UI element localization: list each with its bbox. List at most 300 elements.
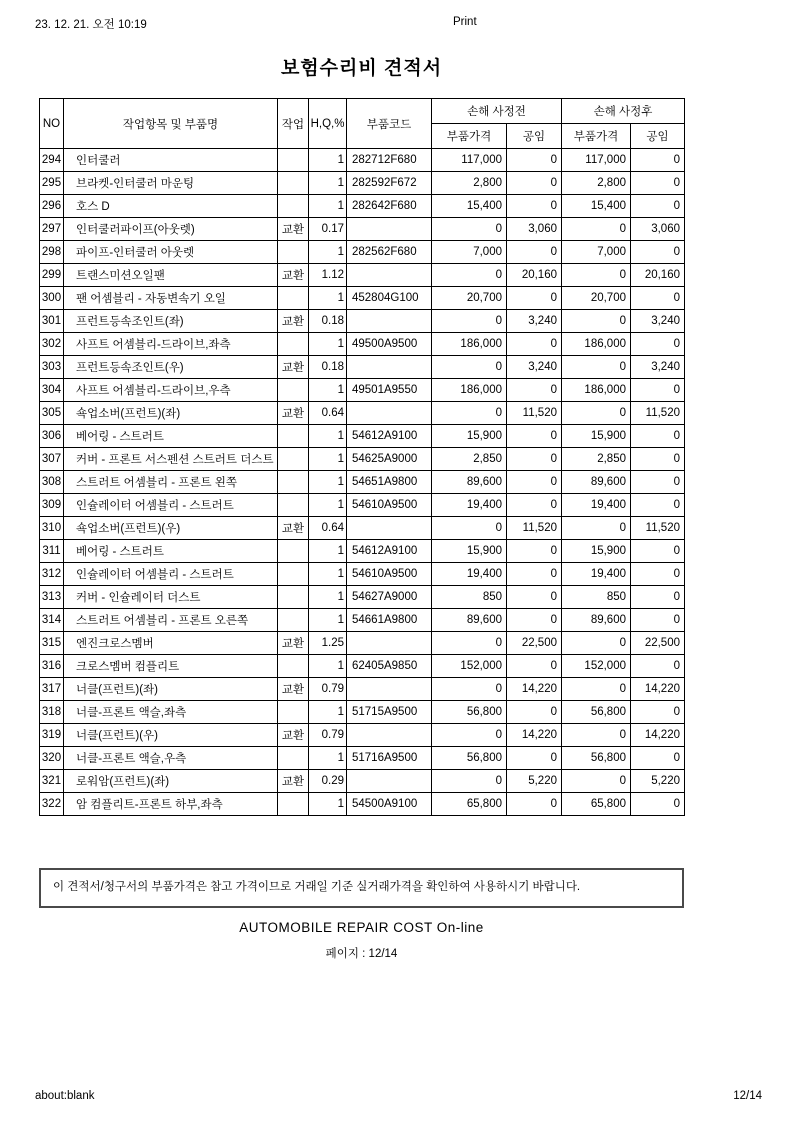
cell-item: 인슐레이터 어셈블리 - 스트러트 — [64, 563, 278, 586]
cell-before_price: 0 — [432, 310, 507, 333]
cell-before_price: 0 — [432, 356, 507, 379]
cell-code: 54661A9800 — [347, 609, 432, 632]
cell-work — [278, 586, 309, 609]
cell-after_price: 15,400 — [562, 195, 631, 218]
table-row — [40, 448, 685, 471]
cell-code: 51716A9500 — [347, 747, 432, 770]
cell-no: 315 — [40, 632, 64, 655]
cell-after_price: 0 — [562, 402, 631, 425]
cell-no: 321 — [40, 770, 64, 793]
table-row — [40, 471, 685, 494]
cell-item: 호스 D — [64, 195, 278, 218]
cell-before_price: 0 — [432, 724, 507, 747]
cell-before_price: 56,800 — [432, 701, 507, 724]
cell-code: 282642F680 — [347, 195, 432, 218]
cell-after_labor: 5,220 — [631, 770, 685, 793]
cell-after_labor: 0 — [631, 425, 685, 448]
cell-no: 303 — [40, 356, 64, 379]
print-header-title: Print — [453, 16, 477, 28]
table-row — [40, 218, 685, 241]
cell-hq: 1 — [309, 241, 347, 264]
cell-before_price: 15,900 — [432, 425, 507, 448]
cell-no: 311 — [40, 540, 64, 563]
cell-before_price: 152,000 — [432, 655, 507, 678]
cell-item: 크로스멤버 컴플리트 — [64, 655, 278, 678]
cell-code: 51715A9500 — [347, 701, 432, 724]
cell-before_labor: 3,060 — [507, 218, 562, 241]
cell-before_price: 186,000 — [432, 379, 507, 402]
print-datetime: 23. 12. 21. 오전 10:19 — [35, 19, 147, 31]
cell-item: 프런트등속조인트(우) — [64, 356, 278, 379]
cell-work: 교환 — [278, 517, 309, 540]
cell-code: 282712F680 — [347, 149, 432, 172]
cell-code — [347, 724, 432, 747]
cell-before_price: 56,800 — [432, 747, 507, 770]
cell-hq: 1 — [309, 609, 347, 632]
header-before-group: 손해 사정전 — [432, 99, 562, 124]
cell-after_price: 186,000 — [562, 333, 631, 356]
cell-before_labor: 0 — [507, 471, 562, 494]
cell-after_price: 65,800 — [562, 793, 631, 816]
cell-item: 프런트등속조인트(좌) — [64, 310, 278, 333]
cell-work — [278, 494, 309, 517]
cell-after_labor: 0 — [631, 793, 685, 816]
cell-before_labor: 0 — [507, 586, 562, 609]
cell-code — [347, 517, 432, 540]
cell-hq: 1 — [309, 287, 347, 310]
cell-before_labor: 3,240 — [507, 310, 562, 333]
cell-item: 너클(프런트)(좌) — [64, 678, 278, 701]
cell-before_price: 850 — [432, 586, 507, 609]
cell-before_price: 117,000 — [432, 149, 507, 172]
table-row — [40, 172, 685, 195]
cell-item: 너클-프론트 액슬,우측 — [64, 747, 278, 770]
cell-no: 296 — [40, 195, 64, 218]
cell-after_labor: 3,060 — [631, 218, 685, 241]
cell-before_labor: 0 — [507, 172, 562, 195]
table-row — [40, 425, 685, 448]
cell-item: 파이프-인터쿨러 아웃렛 — [64, 241, 278, 264]
cell-hq: 1 — [309, 333, 347, 356]
cell-item: 베어링 - 스트러트 — [64, 540, 278, 563]
cell-no: 301 — [40, 310, 64, 333]
cell-after_labor: 0 — [631, 241, 685, 264]
cell-work — [278, 793, 309, 816]
cell-after_price: 15,900 — [562, 540, 631, 563]
header-before-part-price: 부품가격 — [432, 124, 507, 149]
cell-before_labor: 0 — [507, 747, 562, 770]
cell-code — [347, 356, 432, 379]
cell-no: 312 — [40, 563, 64, 586]
table-row — [40, 356, 685, 379]
cell-no: 318 — [40, 701, 64, 724]
cell-after_price: 0 — [562, 310, 631, 333]
cell-before_labor: 0 — [507, 655, 562, 678]
estimate-table-body — [40, 149, 685, 816]
cell-hq: 1.25 — [309, 632, 347, 655]
cell-work: 교환 — [278, 356, 309, 379]
cell-before_labor: 0 — [507, 793, 562, 816]
cell-before_labor: 0 — [507, 333, 562, 356]
cell-hq: 0.29 — [309, 770, 347, 793]
cell-after_price: 0 — [562, 264, 631, 287]
cell-hq: 1 — [309, 425, 347, 448]
cell-before_labor: 14,220 — [507, 724, 562, 747]
brand-line: AUTOMOBILE REPAIR COST On-line — [239, 920, 484, 935]
cell-after_labor: 0 — [631, 333, 685, 356]
table-row — [40, 287, 685, 310]
table-row — [40, 517, 685, 540]
cell-before_price: 0 — [432, 218, 507, 241]
cell-no: 310 — [40, 517, 64, 540]
print-footer-page: 12/14 — [733, 1090, 762, 1102]
cell-work — [278, 195, 309, 218]
cell-hq: 0.79 — [309, 678, 347, 701]
cell-after_price: 0 — [562, 517, 631, 540]
cell-after_price: 56,800 — [562, 701, 631, 724]
cell-item: 팬 어셈블리 - 자동변속기 오일 — [64, 287, 278, 310]
cell-hq: 1 — [309, 471, 347, 494]
cell-after_price: 2,850 — [562, 448, 631, 471]
cell-work — [278, 448, 309, 471]
cell-code: 54651A9800 — [347, 471, 432, 494]
cell-hq: 0.18 — [309, 356, 347, 379]
cell-after_labor: 22,500 — [631, 632, 685, 655]
cell-code: 282562F680 — [347, 241, 432, 264]
header-work: 작업 — [278, 99, 309, 149]
cell-after_price: 89,600 — [562, 609, 631, 632]
cell-no: 305 — [40, 402, 64, 425]
notice-text: 이 견적서/청구서의 부품가격은 참고 가격이므로 거래일 기준 실거래가격을 확인하여 사용하시기 바랍니다. — [53, 881, 581, 893]
cell-before_labor: 0 — [507, 195, 562, 218]
repair-estimate-table — [39, 98, 685, 816]
cell-no: 309 — [40, 494, 64, 517]
cell-code — [347, 770, 432, 793]
cell-no: 314 — [40, 609, 64, 632]
table-row — [40, 333, 685, 356]
cell-before_price: 0 — [432, 264, 507, 287]
cell-before_price: 2,850 — [432, 448, 507, 471]
cell-after_labor: 3,240 — [631, 356, 685, 379]
cell-hq: 1 — [309, 172, 347, 195]
cell-no: 322 — [40, 793, 64, 816]
cell-no: 317 — [40, 678, 64, 701]
cell-before_labor: 0 — [507, 425, 562, 448]
page-title: 보험수리비 견적서 — [280, 58, 443, 79]
cell-before_price: 89,600 — [432, 609, 507, 632]
table-row — [40, 586, 685, 609]
cell-before_labor: 3,240 — [507, 356, 562, 379]
cell-item: 쇽업소버(프런트)(좌) — [64, 402, 278, 425]
table-row — [40, 241, 685, 264]
cell-work — [278, 241, 309, 264]
cell-before_price: 19,400 — [432, 563, 507, 586]
cell-no: 306 — [40, 425, 64, 448]
cell-before_labor: 0 — [507, 540, 562, 563]
cell-after_labor: 0 — [631, 195, 685, 218]
header-after-group: 손해 사정후 — [562, 99, 685, 124]
cell-work — [278, 149, 309, 172]
cell-after_labor: 0 — [631, 287, 685, 310]
cell-hq: 1 — [309, 494, 347, 517]
cell-code: 452804G100 — [347, 287, 432, 310]
cell-before_price: 0 — [432, 517, 507, 540]
table-row — [40, 609, 685, 632]
cell-no: 300 — [40, 287, 64, 310]
cell-after_labor: 0 — [631, 747, 685, 770]
table-row — [40, 402, 685, 425]
cell-work — [278, 333, 309, 356]
notice-box — [39, 868, 684, 908]
cell-hq: 1 — [309, 701, 347, 724]
cell-no: 307 — [40, 448, 64, 471]
cell-after_price: 0 — [562, 770, 631, 793]
cell-code: 54627A9000 — [347, 586, 432, 609]
cell-item: 커버 - 인슐레이터 더스트 — [64, 586, 278, 609]
cell-no: 316 — [40, 655, 64, 678]
cell-after_price: 186,000 — [562, 379, 631, 402]
table-row — [40, 655, 685, 678]
cell-item: 브라켓-인터쿨러 마운팅 — [64, 172, 278, 195]
cell-work — [278, 609, 309, 632]
table-row — [40, 149, 685, 172]
cell-before_price: 186,000 — [432, 333, 507, 356]
cell-code: 49501A9550 — [347, 379, 432, 402]
cell-after_price: 0 — [562, 724, 631, 747]
cell-before_labor: 20,160 — [507, 264, 562, 287]
cell-after_labor: 0 — [631, 149, 685, 172]
print-footer-url: about:blank — [35, 1090, 95, 1102]
cell-item: 암 컴플리트-프론트 하부,좌측 — [64, 793, 278, 816]
cell-code: 54610A9500 — [347, 494, 432, 517]
cell-after_labor: 11,520 — [631, 517, 685, 540]
cell-hq: 1 — [309, 655, 347, 678]
cell-no: 298 — [40, 241, 64, 264]
cell-code — [347, 632, 432, 655]
cell-work: 교환 — [278, 770, 309, 793]
cell-work — [278, 701, 309, 724]
header-no: NO — [40, 99, 64, 149]
header-after-labor: 공임 — [631, 124, 685, 149]
cell-code — [347, 218, 432, 241]
cell-after_price: 7,000 — [562, 241, 631, 264]
table-row — [40, 678, 685, 701]
cell-before_labor: 0 — [507, 149, 562, 172]
table-row — [40, 701, 685, 724]
cell-after_labor: 3,240 — [631, 310, 685, 333]
cell-hq: 1 — [309, 149, 347, 172]
cell-hq: 0.64 — [309, 517, 347, 540]
cell-item: 베어링 - 스트러트 — [64, 425, 278, 448]
cell-hq: 0.79 — [309, 724, 347, 747]
header-before-labor: 공임 — [507, 124, 562, 149]
cell-hq: 1.12 — [309, 264, 347, 287]
cell-no: 299 — [40, 264, 64, 287]
cell-hq: 1 — [309, 747, 347, 770]
cell-hq: 1 — [309, 448, 347, 471]
cell-before_price: 0 — [432, 402, 507, 425]
cell-after_price: 19,400 — [562, 563, 631, 586]
cell-before_price: 65,800 — [432, 793, 507, 816]
cell-no: 302 — [40, 333, 64, 356]
cell-after_price: 89,600 — [562, 471, 631, 494]
cell-hq: 1 — [309, 540, 347, 563]
cell-work: 교환 — [278, 310, 309, 333]
cell-before_labor: 14,220 — [507, 678, 562, 701]
cell-work — [278, 287, 309, 310]
cell-after_price: 117,000 — [562, 149, 631, 172]
cell-item: 스트러트 어셈블리 - 프론트 왼쪽 — [64, 471, 278, 494]
cell-before_labor: 0 — [507, 494, 562, 517]
cell-after_price: 2,800 — [562, 172, 631, 195]
cell-work: 교환 — [278, 678, 309, 701]
cell-after_price: 15,900 — [562, 425, 631, 448]
cell-before_price: 15,400 — [432, 195, 507, 218]
cell-item: 사프트 어셈블리-드라이브,좌측 — [64, 333, 278, 356]
cell-item: 사프트 어셈블리-드라이브,우측 — [64, 379, 278, 402]
cell-code: 49500A9500 — [347, 333, 432, 356]
cell-work: 교환 — [278, 218, 309, 241]
cell-before_labor: 0 — [507, 701, 562, 724]
cell-work — [278, 379, 309, 402]
cell-item: 너클-프론트 액슬,좌측 — [64, 701, 278, 724]
cell-work — [278, 471, 309, 494]
cell-after_labor: 0 — [631, 540, 685, 563]
cell-after_labor: 0 — [631, 448, 685, 471]
cell-before_labor: 0 — [507, 448, 562, 471]
cell-after_price: 0 — [562, 356, 631, 379]
table-row — [40, 563, 685, 586]
cell-hq: 1 — [309, 195, 347, 218]
cell-work — [278, 172, 309, 195]
cell-no: 295 — [40, 172, 64, 195]
cell-before_price: 15,900 — [432, 540, 507, 563]
cell-before_price: 20,700 — [432, 287, 507, 310]
cell-code: 54625A9000 — [347, 448, 432, 471]
cell-code — [347, 402, 432, 425]
cell-no: 294 — [40, 149, 64, 172]
cell-code — [347, 264, 432, 287]
cell-item: 트랜스미션오일팬 — [64, 264, 278, 287]
cell-after_price: 152,000 — [562, 655, 631, 678]
cell-item: 커버 - 프론트 서스펜션 스트러트 더스트 — [64, 448, 278, 471]
cell-work — [278, 540, 309, 563]
cell-before_price: 2,800 — [432, 172, 507, 195]
cell-after_labor: 20,160 — [631, 264, 685, 287]
cell-after_labor: 0 — [631, 655, 685, 678]
table-row — [40, 632, 685, 655]
cell-after_labor: 0 — [631, 586, 685, 609]
cell-after_labor: 0 — [631, 494, 685, 517]
cell-after_price: 0 — [562, 218, 631, 241]
cell-no: 304 — [40, 379, 64, 402]
cell-hq: 0.18 — [309, 310, 347, 333]
cell-item: 인슐레이터 어셈블리 - 스트러트 — [64, 494, 278, 517]
cell-hq: 1 — [309, 793, 347, 816]
cell-no: 297 — [40, 218, 64, 241]
cell-work: 교환 — [278, 264, 309, 287]
cell-before_price: 19,400 — [432, 494, 507, 517]
cell-after_labor: 0 — [631, 172, 685, 195]
cell-before_labor: 0 — [507, 563, 562, 586]
cell-code — [347, 310, 432, 333]
cell-no: 313 — [40, 586, 64, 609]
cell-work: 교환 — [278, 632, 309, 655]
table-row — [40, 747, 685, 770]
header-part-code: 부품코드 — [347, 99, 432, 149]
cell-after_labor: 14,220 — [631, 724, 685, 747]
cell-after_labor: 11,520 — [631, 402, 685, 425]
cell-item: 엔진크로스멤버 — [64, 632, 278, 655]
cell-code: 282592F672 — [347, 172, 432, 195]
table-header — [40, 99, 685, 149]
page-number-label: 페이지 : 12/14 — [325, 948, 398, 960]
cell-before_price: 0 — [432, 632, 507, 655]
cell-after_price: 0 — [562, 632, 631, 655]
cell-before_labor: 22,500 — [507, 632, 562, 655]
cell-before_labor: 0 — [507, 241, 562, 264]
cell-after_labor: 0 — [631, 609, 685, 632]
cell-after_price: 850 — [562, 586, 631, 609]
cell-work — [278, 425, 309, 448]
header-hq: H,Q,% — [309, 99, 347, 149]
table-row — [40, 310, 685, 333]
cell-item: 너클(프런트)(우) — [64, 724, 278, 747]
header-item: 작업항목 및 부품명 — [64, 99, 278, 149]
cell-code — [347, 678, 432, 701]
cell-no: 320 — [40, 747, 64, 770]
cell-code: 54610A9500 — [347, 563, 432, 586]
cell-before_labor: 11,520 — [507, 402, 562, 425]
cell-after_price: 56,800 — [562, 747, 631, 770]
cell-before_labor: 0 — [507, 609, 562, 632]
cell-code: 62405A9850 — [347, 655, 432, 678]
cell-no: 308 — [40, 471, 64, 494]
table-row — [40, 793, 685, 816]
cell-after_labor: 0 — [631, 563, 685, 586]
cell-item: 쇽업소버(프런트)(우) — [64, 517, 278, 540]
cell-before_price: 0 — [432, 770, 507, 793]
table-row — [40, 264, 685, 287]
cell-work: 교환 — [278, 724, 309, 747]
cell-after_price: 19,400 — [562, 494, 631, 517]
cell-after_labor: 0 — [631, 379, 685, 402]
table-row — [40, 540, 685, 563]
cell-hq: 1 — [309, 586, 347, 609]
cell-before_price: 0 — [432, 678, 507, 701]
table-row — [40, 494, 685, 517]
cell-after_labor: 14,220 — [631, 678, 685, 701]
cell-before_price: 7,000 — [432, 241, 507, 264]
cell-before_price: 89,600 — [432, 471, 507, 494]
table-row — [40, 195, 685, 218]
cell-item: 인터쿨러파이프(아웃렛) — [64, 218, 278, 241]
cell-before_labor: 0 — [507, 287, 562, 310]
table-row — [40, 379, 685, 402]
cell-work: 교환 — [278, 402, 309, 425]
cell-hq: 0.64 — [309, 402, 347, 425]
cell-hq: 0.17 — [309, 218, 347, 241]
cell-item: 로워암(프런트)(좌) — [64, 770, 278, 793]
table-row — [40, 770, 685, 793]
cell-code: 54612A9100 — [347, 540, 432, 563]
cell-after_price: 0 — [562, 678, 631, 701]
cell-after_labor: 0 — [631, 701, 685, 724]
header-after-part-price: 부품가격 — [562, 124, 631, 149]
table-row — [40, 724, 685, 747]
cell-no: 319 — [40, 724, 64, 747]
cell-before_labor: 11,520 — [507, 517, 562, 540]
